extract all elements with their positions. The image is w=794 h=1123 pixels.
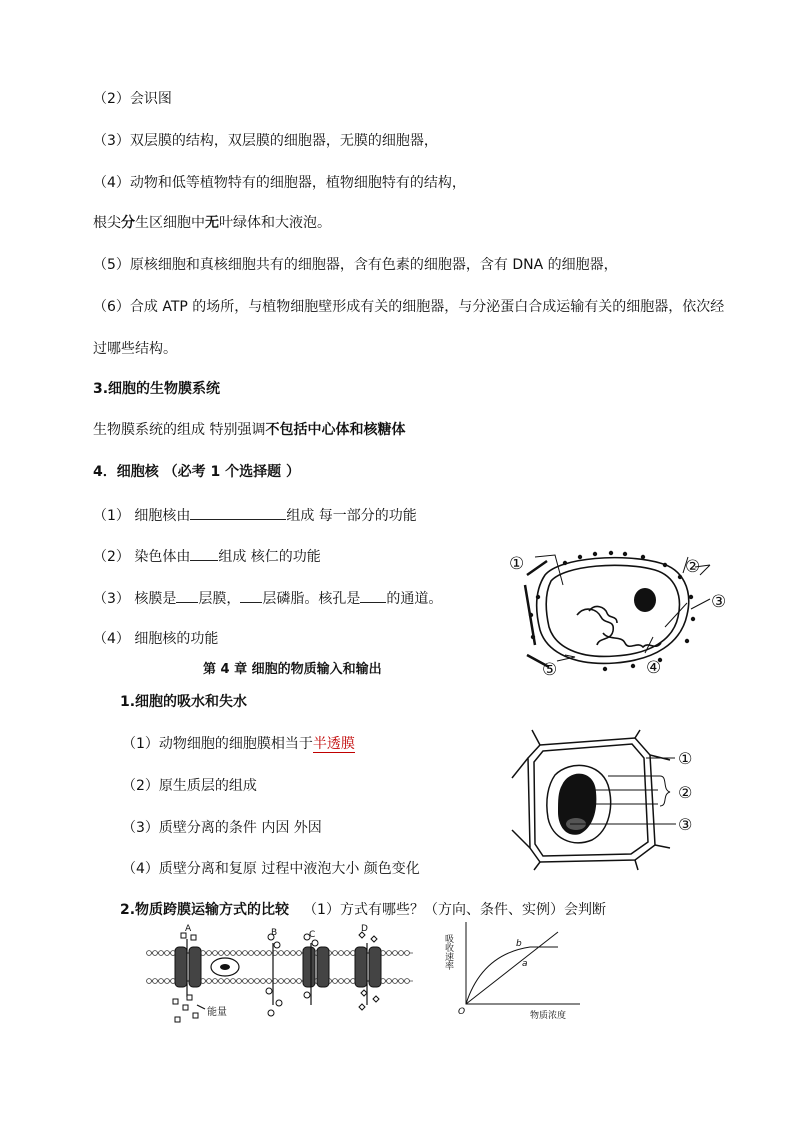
- lipid-head: [231, 979, 236, 984]
- lipid-head: [285, 979, 290, 984]
- fill-blank: [240, 589, 262, 603]
- label-2: ②: [678, 783, 693, 802]
- lipid-head: [345, 951, 350, 956]
- lipid-head: [165, 951, 170, 956]
- lipid-head: [225, 951, 230, 956]
- section-4-q2: [93, 547, 321, 566]
- curve-a: [466, 932, 558, 1004]
- lipid-head: [297, 979, 302, 984]
- lipid-head: [279, 951, 284, 956]
- lipid-head: [387, 951, 392, 956]
- section-4-q3: [93, 589, 442, 608]
- lipid-head: [207, 979, 212, 984]
- lipid-head: [225, 979, 230, 984]
- lipid-head: [339, 979, 344, 984]
- lipid-head: [333, 979, 338, 984]
- curve-b-label: b: [516, 939, 522, 949]
- y-axis-label: 吸收速率: [443, 934, 453, 970]
- lipid-head: [333, 951, 338, 956]
- label-4: ④: [646, 658, 662, 678]
- lipid-head: [213, 979, 218, 984]
- text-bold: 不包括中心体和核糖体: [265, 422, 406, 438]
- text-line-4b: [93, 214, 331, 232]
- lipid-head: [261, 979, 266, 984]
- answer-text: 半透膜: [312, 736, 355, 752]
- lipid-head: [291, 979, 296, 984]
- lipid-head: [219, 951, 224, 956]
- label-d: D: [361, 924, 368, 934]
- text-bold: 无: [205, 215, 219, 231]
- lipid-head: [255, 951, 260, 956]
- lipid-head: [387, 979, 392, 984]
- origin-label: O: [458, 1007, 466, 1017]
- lipid-head: [393, 951, 398, 956]
- lipid-head: [153, 979, 158, 984]
- text-seg: 叶绿体和大液泡。: [219, 215, 331, 231]
- lipid-head: [255, 979, 260, 984]
- lipid-head: [393, 979, 398, 984]
- text-seg: （1）方式有哪些？（方向、条件、实例）会判断: [303, 902, 606, 918]
- text-seg: （1）动物细胞的细胞膜相当于: [122, 736, 313, 752]
- curve-b: [466, 947, 558, 1004]
- lipid-head: [345, 979, 350, 984]
- lipid-head: [285, 951, 290, 956]
- lipid-head: [159, 979, 164, 984]
- plant-cell-diagram: [510, 730, 710, 870]
- membrane-transport-diagram: [145, 925, 415, 1035]
- lipid-head: [249, 979, 254, 984]
- text-seg: 组成 每一部分的功能: [286, 508, 417, 524]
- lipid-head: [405, 951, 410, 956]
- label-1: ①: [509, 554, 525, 574]
- lipid-head: [339, 951, 344, 956]
- lipid-head: [231, 951, 236, 956]
- lipid-head: [267, 951, 272, 956]
- text-seg: 组成 核仁的功能: [218, 549, 321, 565]
- text-line-4: （4）动物和低等植物特有的细胞器，植物细胞特有的结构，: [93, 175, 466, 191]
- section-3-text: [93, 421, 405, 439]
- lipid-head: [147, 979, 152, 984]
- chapter-4-s2-line: [120, 901, 606, 919]
- lipid-head: [153, 951, 158, 956]
- nucleus-diagram: [505, 545, 750, 685]
- chapter-4-s1-heading: 1.细胞的吸水和失水: [120, 694, 248, 710]
- lipid-head: [159, 951, 164, 956]
- absorption-curve-chart: [440, 920, 590, 1025]
- lipid-head: [207, 951, 212, 956]
- section-4-heading: 4．细胞核 （必考 1 个选择题 ）: [93, 464, 300, 480]
- text-seg: （2） 染色体由: [93, 549, 191, 565]
- lipid-head: [291, 951, 296, 956]
- text-line-6: （6）合成 ATP 的场所，与植物细胞壁形成有关的细胞器，与分泌蛋白合成运输有关的细胞器，依次经: [93, 299, 725, 315]
- curve-a-label: a: [522, 959, 528, 969]
- text-line-3: （3）双层膜的结构，双层膜的细胞器，无膜的细胞器，: [93, 133, 438, 149]
- x-axis-label: 物质浓度: [530, 1011, 567, 1021]
- label-a: A: [185, 924, 192, 934]
- lipid-head: [399, 979, 404, 984]
- chapter-4-title: 第 4 章 细胞的物质输入和输出: [203, 662, 382, 677]
- lipid-head: [219, 979, 224, 984]
- text-seg: 生区细胞中: [135, 215, 205, 231]
- text-seg: 根尖: [93, 215, 121, 231]
- text-line-5: （5）原核细胞和真核细胞共有的细胞器，含有色素的细胞器，含有 DNA 的细胞器，: [93, 257, 618, 273]
- label-3: ③: [678, 815, 693, 834]
- lipid-head: [399, 951, 404, 956]
- section-4-q4: （4） 细胞核的功能: [93, 631, 219, 647]
- lipid-head: [405, 979, 410, 984]
- text-seg: 生物膜系统的组成 特别强调: [93, 422, 266, 438]
- nucleolus: [634, 588, 656, 612]
- lipid-head: [279, 979, 284, 984]
- text-seg: 的通道。: [386, 591, 443, 607]
- chapter-4-s1-q1: [122, 735, 355, 753]
- text-seg: 层膜，: [198, 591, 241, 607]
- chapter-4-s1-q3: （3）质壁分离的条件 内因 外因: [122, 820, 322, 836]
- text-line-2: （2）会识图: [93, 91, 172, 107]
- label-1: ①: [678, 749, 693, 768]
- lipid-head: [243, 979, 248, 984]
- energy-label: 能量: [207, 1007, 227, 1018]
- text-bold: 分: [121, 215, 135, 231]
- label-3: ③: [711, 592, 727, 612]
- chapter-4-s1-q2: （2）原生质层的组成: [122, 778, 257, 794]
- text-seg: 层磷脂。核孔是: [262, 591, 361, 607]
- label-2: ②: [685, 557, 701, 577]
- fill-blank: [190, 506, 286, 520]
- lipid-head: [237, 979, 242, 984]
- text-seg: （3） 核膜是: [93, 591, 177, 607]
- section-heading: 2.物质跨膜运输方式的比较: [120, 902, 290, 918]
- lipid-head: [261, 951, 266, 956]
- lipid-head: [297, 951, 302, 956]
- label-5: ⑤: [542, 660, 558, 680]
- label-b: B: [271, 928, 278, 938]
- fill-blank: [190, 547, 218, 561]
- section-4-q1: [93, 506, 417, 525]
- section-3-heading: 3.细胞的生物膜系统: [93, 381, 221, 397]
- lipid-head: [213, 951, 218, 956]
- label-c: C: [309, 930, 316, 940]
- lipid-head: [243, 951, 248, 956]
- text-line-6b: 过哪些结构。: [93, 341, 177, 357]
- text-seg: （1） 细胞核由: [93, 508, 191, 524]
- lipid-head: [249, 951, 254, 956]
- lipid-head: [237, 951, 242, 956]
- chapter-4-s1-q4: （4）质壁分离和复原 过程中液泡大小 颜色变化: [122, 861, 420, 877]
- lipid-head: [267, 979, 272, 984]
- fill-blank: [176, 589, 198, 603]
- fill-blank: [360, 589, 386, 603]
- lipid-head: [165, 979, 170, 984]
- lipid-head: [147, 951, 152, 956]
